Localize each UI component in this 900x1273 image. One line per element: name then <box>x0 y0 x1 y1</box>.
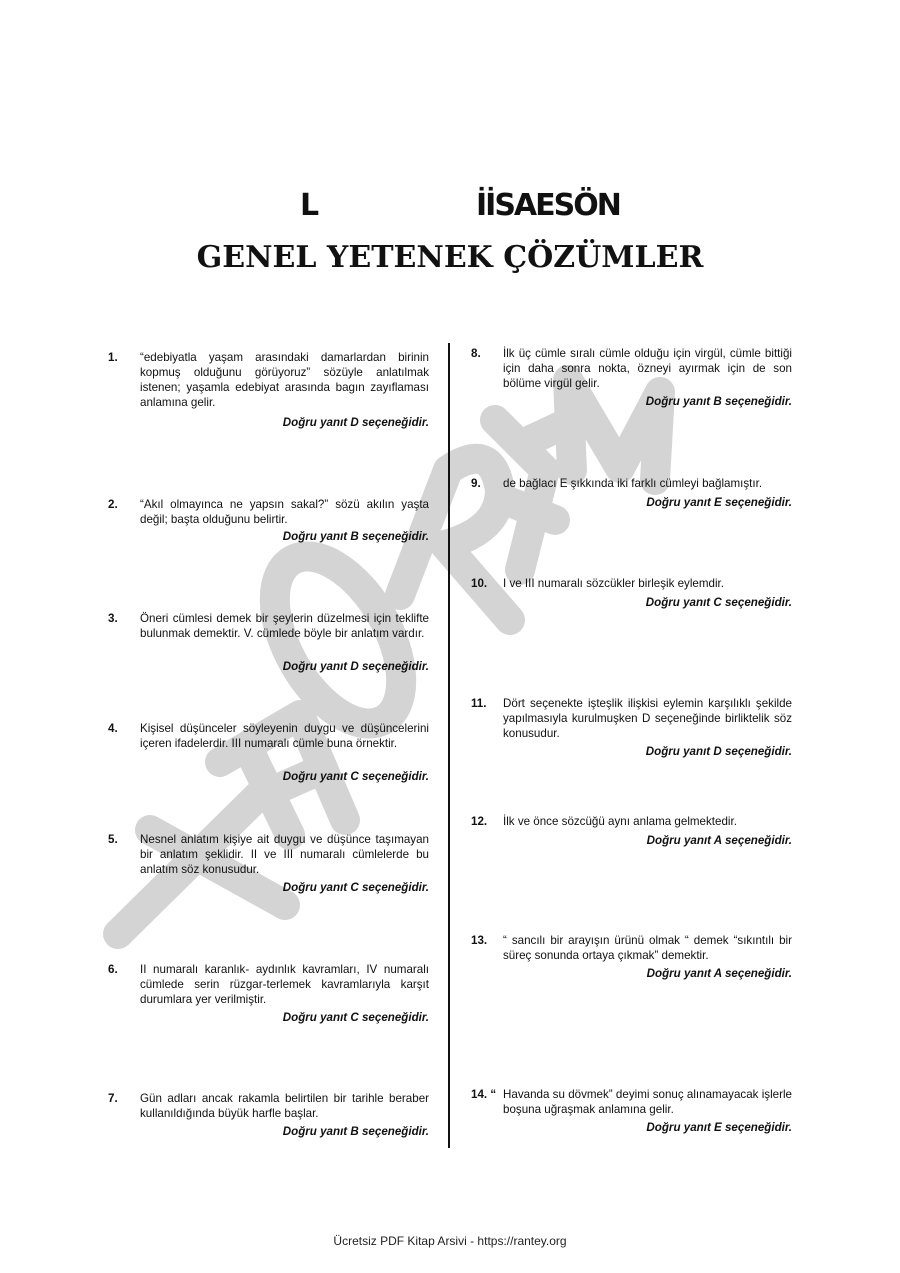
footer-text: Ücretsiz PDF Kitap Arsivi - https://rantey.org <box>333 1234 567 1248</box>
question-number: 14. “ <box>471 1088 497 1101</box>
question-number: 10. <box>471 577 488 590</box>
question-13 <box>471 933 792 983</box>
question-number: 3. <box>108 612 118 625</box>
question-number: 5. <box>108 833 118 846</box>
question-number: 12. <box>471 815 488 828</box>
header-title-left: L <box>300 188 318 223</box>
question-text: Kişisel düşünceler söyleyenin duygu ve düşüncelerini içeren ifadelerdir. III numaralı cümle buna örnektir. <box>140 722 429 750</box>
question-8 <box>471 346 792 411</box>
question-number: 6. <box>108 963 118 976</box>
question-2 <box>108 497 429 547</box>
question-9 <box>471 476 792 511</box>
question-number: 9. <box>471 477 481 490</box>
question-number: 7. <box>108 1092 118 1105</box>
question-number: 2. <box>108 498 118 511</box>
question-number: 4. <box>108 722 118 735</box>
answer-text: Doğru yanıt A seçeneğidir. <box>646 967 792 980</box>
question-number: 11. <box>471 697 487 710</box>
question-text: Öneri cümlesi demek bir şeylerin düzelmesi için teklifte bulunmak demektir. V. cümlede böyle bir anlatım vardır. <box>140 612 429 640</box>
question-7 <box>108 1091 429 1141</box>
question-1 <box>108 350 429 430</box>
answer-text: Doğru yanıt C seçeneğidir. <box>282 881 429 894</box>
answer-text: Doğru yanıt D seçeneğidir. <box>645 745 792 758</box>
page-title: GENEL YETENEK ÇÖZÜMLER <box>196 240 704 275</box>
question-text: “Akıl olmayınca ne yapsın sakal?” sözü akılın yaşta değil; başta olduğunu belirtir. <box>140 498 429 526</box>
header-title-right: İİSAESÖN <box>476 188 620 223</box>
question-12 <box>471 814 792 849</box>
answer-text: Doğru yanıt E seçeneğidir. <box>646 1121 792 1134</box>
answer-text: Doğru yanıt B seçeneğidir. <box>282 530 429 543</box>
question-number: 13. <box>471 934 488 947</box>
question-6 <box>108 962 429 1027</box>
answer-text: Doğru yanıt E seçeneğidir. <box>646 496 792 509</box>
question-14 <box>471 1087 792 1137</box>
column-divider <box>448 343 450 1148</box>
question-text: de bağlacı E şıkkında iki farklı cümleyi bağlamıştır. <box>503 477 763 490</box>
question-number: 8. <box>471 347 481 360</box>
answer-text: Doğru yanıt C seçeneğidir. <box>282 1011 429 1024</box>
question-text: “edebiyatla yaşam arasındaki damarlardan birinin kopmuş olduğunu görüyoruz” sözüyle anlatılmak istenen; yaşamla edebiyat arasında bagın zayıflaması anlamına gelir. <box>140 351 429 409</box>
answer-text: Doğru yanıt D seçeneğidir. <box>282 660 429 673</box>
answer-text: Doğru yanıt B seçeneğidir. <box>282 1125 429 1138</box>
question-text: II numaralı karanlık- aydınlık kavramları, IV numaralı cümlede serin rüzgar-terlemek kavramlarıyla karşıt durumlara yer verilmiştir. <box>140 963 429 1006</box>
question-10 <box>471 576 792 611</box>
question-text: Havanda su dövmek” deyimi sonuç alınamayacak işlerle boşuna uğraşmak anlamına gelir. <box>503 1088 792 1116</box>
question-text: İlk ve önce sözcüğü aynı anlama gelmektedir. <box>503 815 737 828</box>
answer-text: Doğru yanıt A seçeneğidir. <box>646 834 792 847</box>
question-number: 1. <box>108 351 118 364</box>
document-header-line <box>0 188 900 228</box>
question-text: İlk üç cümle sıralı cümle olduğu için virgül, cümle bittiği için daha sonra nokta, özneyi ayırmak için de son bölüme virgül gelir. <box>503 347 792 390</box>
question-4 <box>108 721 429 786</box>
question-text: I ve III numaralı sözcükler birleşik eylemdir. <box>503 577 724 590</box>
question-text: Dört seçenekte işteşlik ilişkisi eylemin karşılıklı şekilde yapılmasıyla kurulmuşken D seçeneğinde birliktelik söz konusudur. <box>503 697 792 740</box>
answer-text: Doğru yanıt B seçeneğidir. <box>645 395 792 408</box>
question-3 <box>108 611 429 676</box>
question-text: Gün adları ancak rakamla belirtilen bir tarihle beraber kullanıldığında büyük harfle başlar. <box>140 1092 429 1120</box>
answer-text: Doğru yanıt C seçeneğidir. <box>645 596 792 609</box>
question-11 <box>471 696 792 761</box>
answer-text: Doğru yanıt C seçeneğidir. <box>282 770 429 783</box>
question-text: Nesnel anlatım kişiye ait duygu ve düşünce taşımayan bir anlatım şeklidir. II ve III numaralı cümlelerde bu anlatım söz konusudur. <box>140 833 429 876</box>
question-text: “ sancılı bir arayışın ürünü olmak “ demek “sıkıntılı bir süreç sonunda ortaya çıkmak” demektir. <box>503 934 792 962</box>
answer-text: Doğru yanıt D seçeneğidir. <box>282 416 429 429</box>
question-5 <box>108 832 429 897</box>
